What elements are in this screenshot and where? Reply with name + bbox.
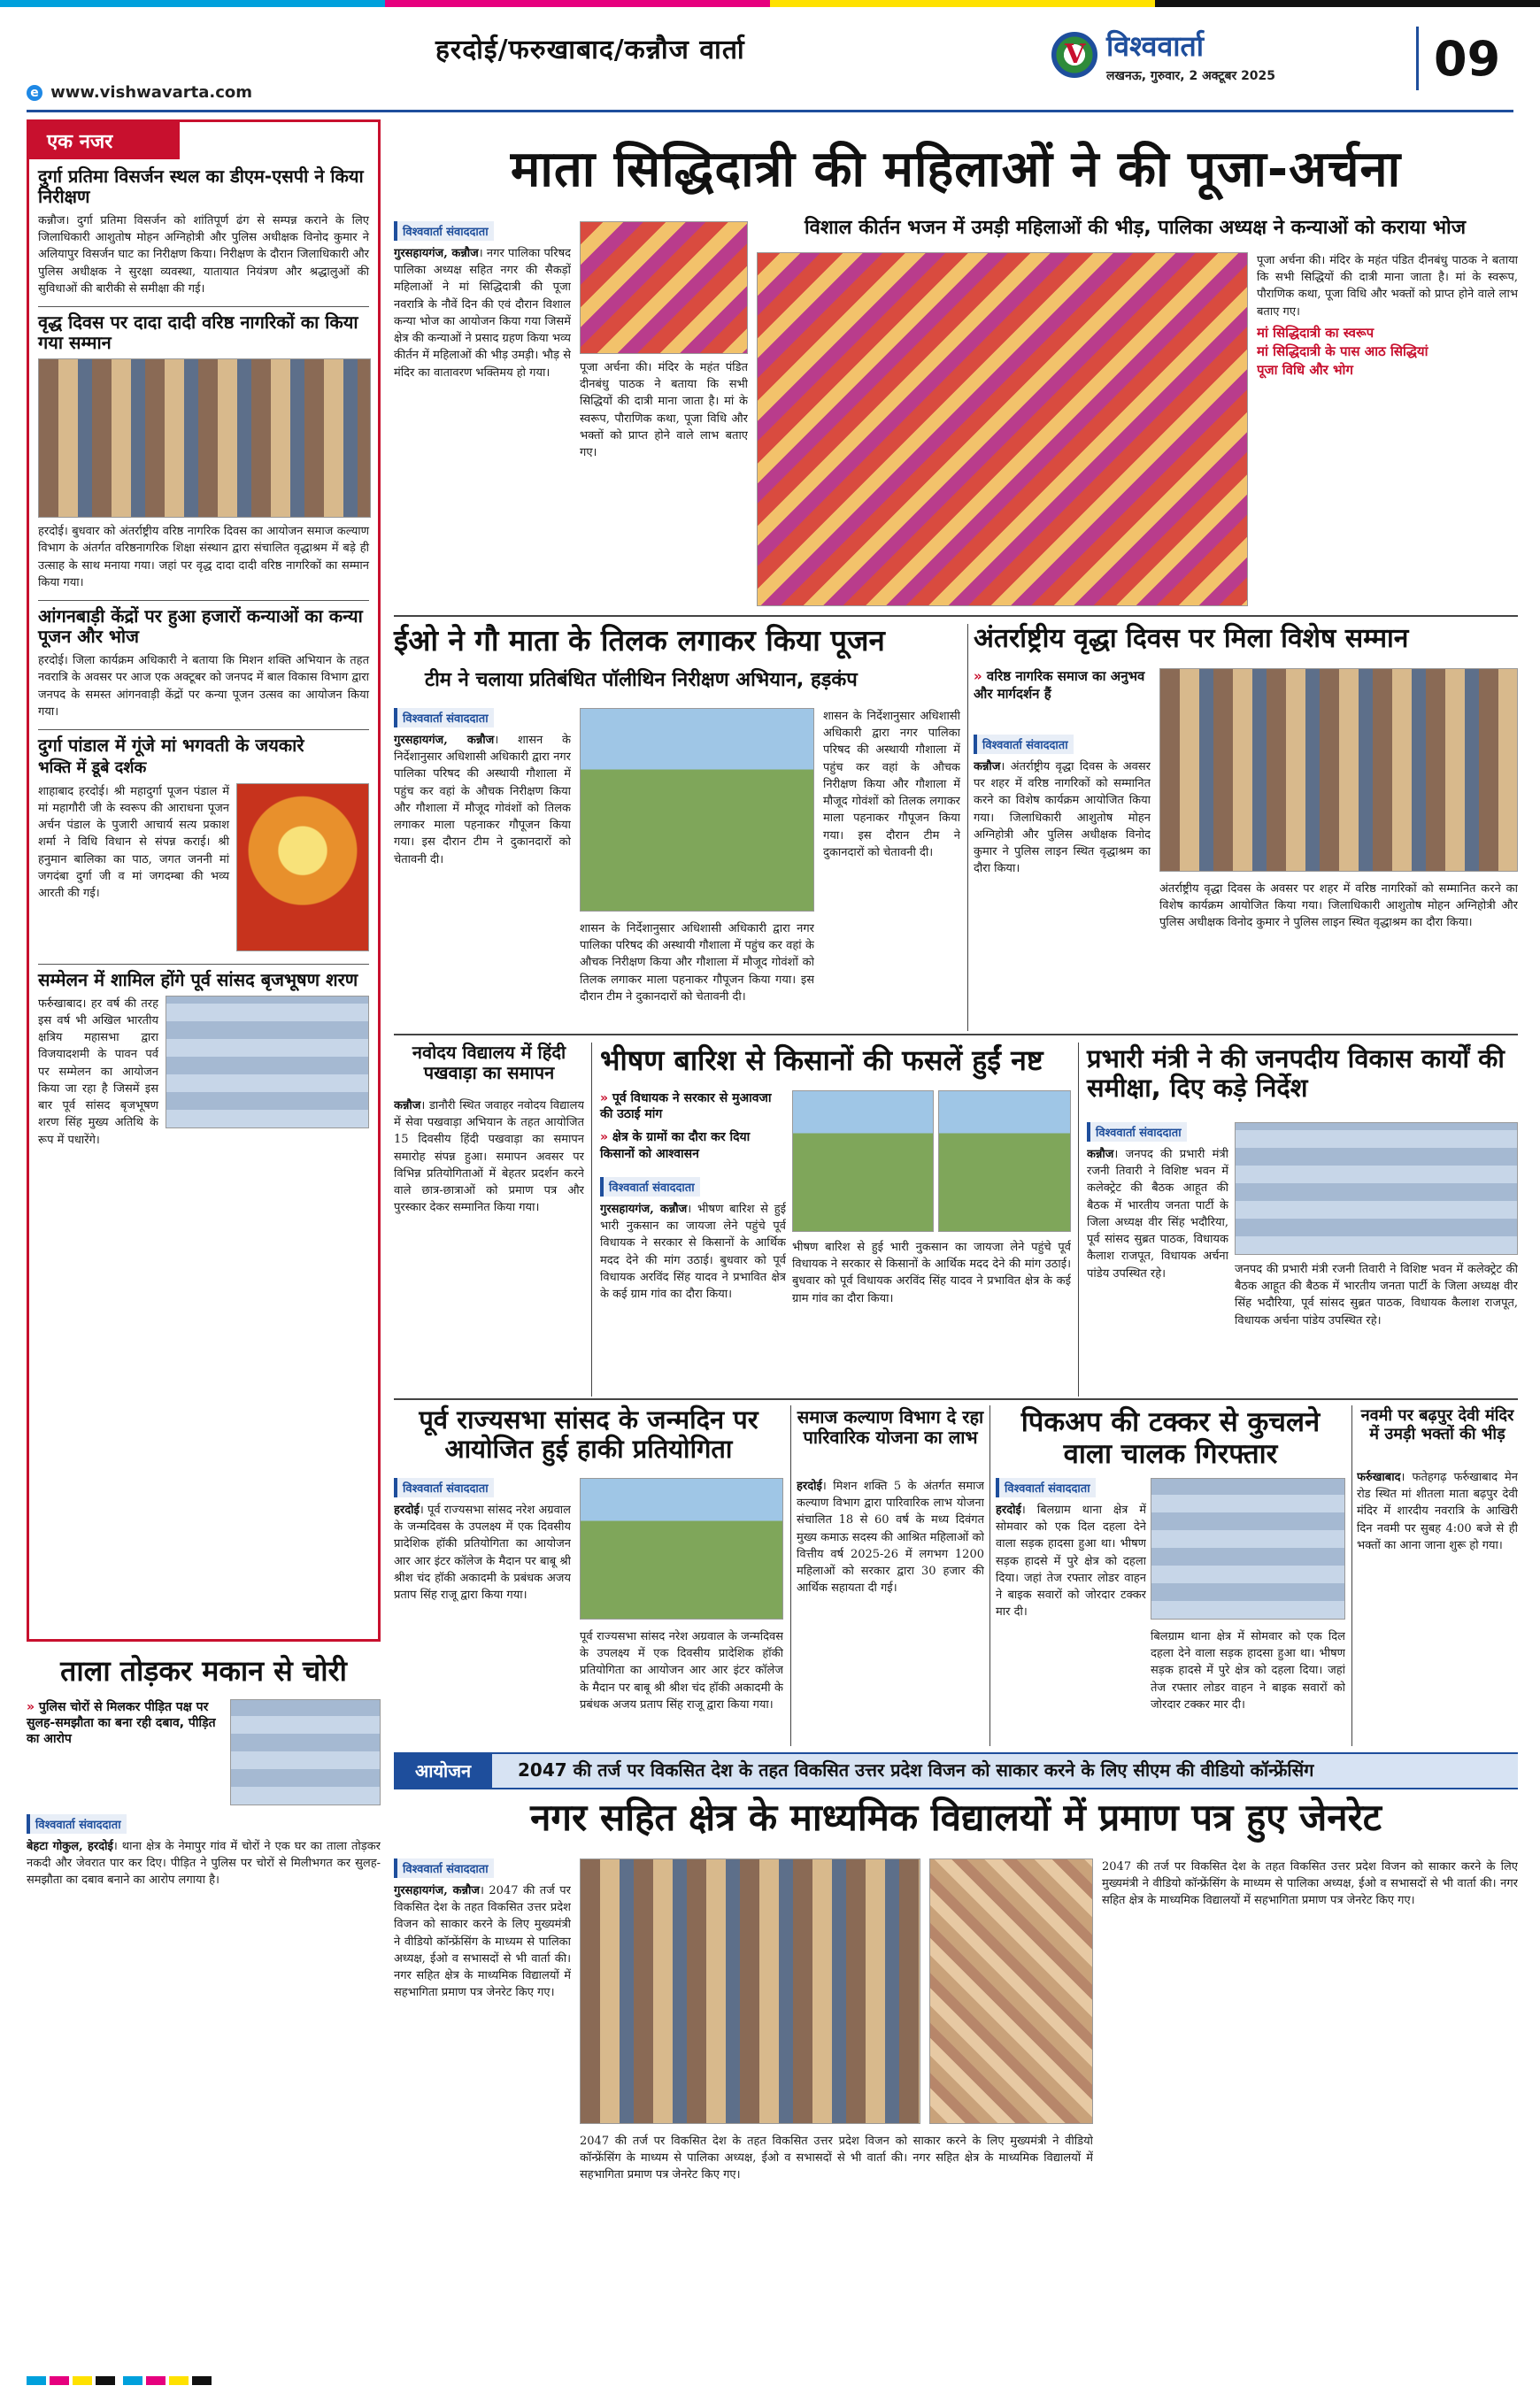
elderly-dateline: कन्नौज [974,760,1001,773]
pickup-body-text: बिलग्राम थाना क्षेत्र में सोमवार को एक दिल दहला देने वाला सड़क हादसा हुआ था। भीषण सड़क हादसे में पुरे क्षेत्र को दहला दिया। जहां तेज रफ्तार लोडर वाहन ने बाइक सवारों को जोरदार टक्कर मार दी। [996,1504,1146,1620]
elderly-day-photo [38,358,371,518]
rain-body: विश्ववार्ता संवाददाता गुरसहायगंज, कन्नौज। भीषण बारिश से हुई भारी नुकसान का जायजा लेने पहुंचे पूर्व विधायक ने सरकार से किसानों के आर्थिक मदद देने की मांग उठाई। बुधवार को पूर्व विधायक अरविंद सिंह यादव ने प्रभावित क्षेत्र के कई ग्राम गांव का दौरा किया। [600,1177,786,1389]
tilak-dateline: गुरसहायगंज, कन्नौज [394,734,495,747]
tilak-body-2: शासन के निर्देशानुसार अधिशासी अधिकारी द्वारा नगर पालिका परिषद की अस्थायी गौशाला में पहुंच कर वहां के औचक निरीक्षण किया और गौशाला में मौजूद गोवंशों को तिलक लगाकर माला पहनाकर गौपूजन किया गया। इस दौरान टीम ने दुकानदारों को चेतावनी दी। [823,710,960,859]
pickup-bureau: विश्ववार्ता संवाददाता [996,1478,1096,1497]
lead-headline: माता सिद्धिदात्री की महिलाओं ने की पूजा-अर्चना [510,141,1402,198]
navodaya-body-text: डानौरी स्थित जवाहर नवोदय विद्यालय में सेवा पखवाड़ा अभियान के तहत आयोजित 15 दिवसीय हिंदी पखवाड़ा का समापन समारोह संपन्न हुआ। समापन अवसर पर विभिन्न प्रतियोगिताओं में बेहतर प्रदर्शन करने वाले छात्र-छात्राओं को प्रमाण पत्र और पुरस्कार देकर सम्मानित किया गया। [394,1099,584,1215]
hockey-body: विश्ववार्ता संवाददाता हरदोई। पूर्व राज्यसभा सांसद नरेश अग्रवाल के जन्मदिवस के उपलक्ष्य में एक दिवसीय प्रादेशिक हॉकी प्रतियोगिता का आयोजन आर आर इंटर कॉलेज के मैदान पर बाबू श्री श्रीश चंद हॉकी अकादमी के प्रबंधक अजय प्रताप सिंह राजू द्वारा किया गया। [394,1478,571,1743]
banner-text: 2047 की तर्ज पर विकसित देश के तहत विकसित उत्तर प्रदेश विजन को साकार करने के लिए सीएम की वीडियो कॉन्फ्रेंसिंग [518,1759,1314,1781]
welfare-headline: समाज कल्याण विभाग दे रहा पारिवारिक योजना का लाभ [797,1406,984,1448]
top-color-bar [0,0,1540,7]
pickup-body: विश्ववार्ता संवाददाता हरदोई। बिलग्राम थाना क्षेत्र में सोमवार को एक दिल दहला देने वाला सड़क हादसा हुआ था। भीषण सड़क हादसे में पुरे क्षेत्र को दहला दिया। जहां तेज रफ्तार लोडर वाहन ने बाइक सवारों को जोरदार टक्कर मार दी। [996,1478,1146,1743]
sidebar-body-2: हरदोई। बुधवार को अंतर्राष्ट्रीय वरिष्ठ नागरिक दिवस का आयोजन समाज कल्याण विभाग के अंतर्गत वरिष्ठनागरिक शिक्षा संस्थान द्वारा संचालित वृद्धाश्रम में बड़े ही उत्साह के साथ मनाया गया। जहां पर वृद्ध दादा दादी वरिष्ठ नागरिकों का सम्मान किया गया। [38,525,369,589]
elderly-bureau: विश्ववार्ता संवाददाता [974,735,1074,754]
tilak-body-text: शासन के निर्देशानुसार अधिशासी अधिकारी द्वारा नगर पालिका परिषद की अस्थायी गौशाला में पहुंच कर वहां के औचक निरीक्षण किया और गौशाला में मौजूद गोवंशों को तिलक लगाकर माला पहनाकर गौपूजन किया गया। इस दौरान टीम ने दुकानदारों को चेतावनी दी। [394,734,571,866]
navodaya-headline: नवोदय विद्यालय में हिंदी पखवाड़ा का समापन [412,1042,566,1083]
sidebar-kicker: एक नजर [29,122,180,159]
sidebar-body-3: हरदोई। जिला कार्यक्रम अधिकारी ने बताया कि मिशन शक्ति अभियान के तहत नवरात्रि के अवसर पर आज एक अक्टूबर को जनपद में बाल विकास विभाग द्वारा जनपद के समस्त आंगनवाड़ी केंद्रों पर कन्या पूजन उत्सव का आयोजन किया गया। [38,654,369,719]
rain-body-text: भीषण बारिश से हुई भारी नुकसान का जायजा लेने पहुंचे पूर्व विधायक ने सरकार से किसानों के आर्थिक मदद देने की मांग उठाई। बुधवार को पूर्व विधायक अरविंद सिंह यादव ने प्रभावित क्षेत्र के कई ग्राम गांव का दौरा किया। [600,1203,786,1302]
minister-bureau: विश्ववार्ता संवाददाता [1087,1122,1187,1142]
sidebar-headline-5: सम्मेलन में शामिल होंगे पूर्व सांसद बृजभूषण शरण [38,968,358,990]
hockey-body-2: पूर्व राज्यसभा सांसद नरेश अग्रवाल के जन्मदिवस के उपलक्ष्य में एक दिवसीय प्रादेशिक हॉकी प्रतियोगिता का आयोजन आर आर इंटर कॉलेज के मैदान पर बाबू श्री श्रीश चंद हॉकी अकादमी के प्रबंधक अजय प्रताप सिंह राजू द्वारा किया गया। [580,1630,783,1712]
page-number: 09 [1434,31,1501,87]
theft-bureau: विश्ववार्ता संवाददाता [27,1814,127,1834]
hockey-body-text: पूर्व राज्यसभा सांसद नरेश अग्रवाल के जन्मदिवस के उपलक्ष्य में एक दिवसीय प्रादेशिक हॉकी प्रतियोगिता का आयोजन आर आर इंटर कॉलेज के मैदान पर बाबू श्री श्रीश चंद हॉकी अकादमी के प्रबंधक अजय प्रताप सिंह राजू द्वारा किया गया। [394,1504,571,1603]
elderly-body: विश्ववार्ता संवाददाता कन्नौज। अंतर्राष्ट्रीय वृद्धा दिवस के अवसर पर शहर में वरिष्ठ नागरिकों को सम्मानित करने का विशेष कार्यक्रम आयोजित किया गया। जिलाधिकारी आशुतोष मोहन अग्निहोत्री और पुलिस अधीक्षक विनोद कुमार ने पुलिस लाइन स्थित वृद्धाश्रम का दौरा किया। [974,735,1151,1027]
brand-name: विश्ववार्ता [1106,29,1205,63]
theft-dateline: बेहटा गोकुल, हरदोई [27,1840,113,1853]
col-rule-4 [790,1405,791,1746]
website-link[interactable]: www.vishwavarta.com [50,83,253,102]
sidebar-body-4: शाहाबाद हरदोई। श्री महादुर्गा पूजन पंडाल में मां महागौरी जी के स्वरूप की आराधना पूजन अर्चन पंडाल के पुजारी आचार्य सत्य प्रकाश शर्मा ने विधि विधान से संपन्न कराई। श्री हनुमान बालिका का पाठ, जगत जननी मां जगदंबा दुर्गा जी व मां जगदम्बा की भव्य आरती की गई। [38,784,229,901]
rain-photo-2 [938,1090,1071,1232]
welfare-body-text: मिशन शक्ति 5 के अंतर्गत समाज कल्याण विभाग द्वारा पारिवारिक लाभ योजना संचालित 18 से 60 वर्ष के मध्य दिवंगत मुख्य कमाऊ सदस्य की आश्रित महिलाओं को वित्तीय वर्ष 2025-26 में लगभग 1200 महिलाओं को सरकार द्वारा 30 हजार की आर्थिक सहायता दी गई। [797,1480,984,1596]
mid-rule [394,1398,1518,1400]
pickup-headline: पिकअप की टक्कर से कुचलने वाला चालक गिरफ्तार [1020,1406,1321,1470]
school-body: विश्ववार्ता संवाददाता गुरसहायगंज, कन्नौज। 2047 की तर्ज पर विकसित देश के तहत विकसित उत्तर प्रदेश विजन को साकार करने के लिए मुख्यमंत्री ने वीडियो कॉन्फ्रेंसिंग के माध्यम से पालिका अध्यक्ष, ईओ व सभासदों से भी वार्ता की। नगर सहित क्षेत्र के माध्यमिक विद्यालयों में सहभागिता प्रमाण पत्र जेनरेट किए गए। [394,1858,571,2354]
tilak-photo-cow [580,708,814,912]
print-color-bar [27,2372,1513,2384]
section-title: हरदोई/फरुखाबाद/कन्नौज वार्ता [435,35,745,65]
minister-photo [1235,1122,1518,1255]
tilak-body: विश्ववार्ता संवाददाता गुरसहायगंज, कन्नौज। शासन के निर्देशानुसार अधिशासी अधिकारी द्वारा नगर पालिका परिषद की अस्थायी गौशाला में पहुंच कर वहां के औचक निरीक्षण किया और गौशाला में मौजूद गोवंशों को तिलक लगाकर माला पहनाकर गौपूजन किया गया। इस दौरान टीम ने दुकानदारों को चेतावनी दी। [394,708,571,1027]
banner-tag: आयोजन [394,1754,492,1788]
school-bureau: विश्ववार्ता संवाददाता [394,1858,494,1878]
navodaya-dateline: कन्नौज [394,1099,421,1112]
brand-logo [1051,32,1097,78]
elderly-headline: अंतर्राष्ट्रीय वृद्धा दिवस पर मिला विशेष सम्मान [974,623,1409,654]
lead-photo-women-worship [757,252,1248,606]
rain-body-2: भीषण बारिश से हुई भारी नुकसान का जायजा लेने पहुंचे पूर्व विधायक ने सरकार से किसानों के आर्थिक मदद देने की मांग उठाई। बुधवार को पूर्व विधायक अरविंद सिंह यादव ने प्रभावित क्षेत्र के कई ग्राम गांव का दौरा किया। [792,1241,1071,1305]
sidebar [27,119,381,1642]
lead-side-heading-1: मां सिद्धिदात्री का स्वरूप [1257,324,1374,341]
browser-icon: e [27,85,42,101]
rain-bullets [600,1090,786,1162]
navodaya-body: कन्नौज। डानौरी स्थित जवाहर नवोदय विद्यालय में सेवा पखवाड़ा अभियान के तहत आयोजित 15 दिवसीय हिंदी पखवाड़ा का समापन समारोह संपन्न हुआ। समापन अवसर पर विभिन्न प्रतियोगिताओं में बेहतर प्रदर्शन करने वाले छात्र-छात्राओं को प्रमाण पत्र और पुरस्कार देकर सम्मानित किया गया। [394,1099,584,1215]
lead-rule [394,615,1518,617]
hockey-headline: पूर्व राज्यसभा सांसद के जन्मदिन पर आयोजित हुई हाकी प्रतियोगिता [419,1404,758,1465]
sidebar-headline-3: आंगनबाड़ी केंद्रों पर हुआ हजारों कन्याओं का कन्या पूजन और भोज [38,605,363,648]
school-body-2: 2047 की तर्ज पर विकसित देश के तहत विकसित उत्तर प्रदेश विजन को साकार करने के लिए मुख्यमंत्री ने वीडियो कॉन्फ्रेंसिंग के माध्यम से पालिका अध्यक्ष, ईओ व सभासदों से भी वार्ता की। नगर सहित क्षेत्र के माध्यमिक विद्यालयों में सहभागिता प्रमाण पत्र जेनरेट किए गए। [580,2135,1093,2182]
tilak-subhead: टीम ने चलाया प्रतिबंधित पॉलीथिन निरीक्षण अभियान, हड़कंप [425,669,858,691]
minister-body-2: जनपद की प्रभारी मंत्री रजनी तिवारी ने विशिष्ट भवन में कलेक्ट्रेट की बैठक आहूत की बैठक में भारतीय जनता पार्टी के जिला अध्यक्ष वीर सिंह भदौरिया, पूर्व सांसद सुब्रत पाठक, विधायक कैलाश राजपूत, विधायक अर्चना पांडेय उपस्थित रहे। [1235,1263,1518,1327]
lead-subhead: विशाल कीर्तन भजन में उमड़ी महिलाओं की भीड़, पालिका अध्यक्ष ने कन्याओं को कराया भोज [804,217,1467,239]
pickup-dateline: हरदोई [996,1504,1021,1517]
tilak-headline: ईओ ने गौ माता के तिलक लगाकर किया पूजन [394,623,885,658]
col-rule-3 [1078,1043,1079,1397]
school-headline: नगर सहित क्षेत्र के माध्यमिक विद्यालयों में प्रमाण पत्र हुए जेनरेट [530,1796,1382,1839]
worship-photo-small [580,221,748,354]
minister-headline: प्रभारी मंत्री ने की जनपदीय विकास कार्यों की समीक्षा, दिए कड़े निर्देश [1087,1043,1505,1104]
elderly-body-text: अंतर्राष्ट्रीय वृद्धा दिवस के अवसर पर शहर में वरिष्ठ नागरिकों को सम्मानित करने का विशेष कार्यक्रम आयोजित किया गया। जिलाधिकारी आशुतोष मोहन अग्निहोत्री और पुलिस अधीक्षक विनोद कुमार ने पुलिस लाइन स्थित वृद्धाश्रम का दौरा किया। [974,760,1151,876]
pickup-photo-accused [1151,1478,1345,1620]
lead-side-body: पूजा अर्चना की। मंदिर के महंत पंडित दीनबंधु पाठक ने बताया कि सभी सिद्धियों की दात्री माना जाता है। मां के स्वरूप, पौराणिक कथा, पूजा विधि और भक्तों को प्राप्त होने वाले लाभ बताए गए। [1257,254,1518,319]
pickup-body-2: बिलग्राम थाना क्षेत्र में सोमवार को एक दिल दहला देने वाला सड़क हादसा हुआ था। भीषण सड़क हादसे में पुरे क्षेत्र को दहला दिया। जहां तेज रफ्तार लोडर वाहन ने बाइक सवारों को जोरदार टक्कर मार दी। [1151,1630,1345,1712]
rain-headline: भीषण बारिश से किसानों की फसलें हुईं नष्ट [600,1043,1043,1077]
hockey-bureau: विश्ववार्ता संवाददाता [394,1478,494,1497]
theft-photo [230,1699,381,1805]
goddess-photo [236,783,369,951]
rain-bureau: विश्ववार्ता संवाददाता [600,1177,700,1197]
school-photo-conference [580,1858,920,2124]
masthead-divider [1416,27,1419,90]
welfare-body: हरदोई। मिशन शक्ति 5 के अंतर्गत समाज कल्याण विभाग द्वारा पारिवारिक लाभ योजना संचालित 18 से 60 वर्ष के मध्य दिवंगत मुख्य कमाऊ सदस्य की आश्रित महिलाओं को वित्तीय वर्ष 2025-26 में लगभग 1200 महिलाओं को सरकार द्वारा 30 हजार की आर्थिक सहायता दी गई। [797,1480,984,1596]
sidebar-headline-2: वृद्ध दिवस पर दादा दादी वरिष्ठ नागरिकों का किया गया सम्मान [38,312,358,354]
brijbhushan-photo [166,996,369,1128]
navmi-dateline: फर्रुखाबाद [1357,1471,1401,1484]
tilak-rule [394,1034,1518,1035]
sidebar-headline-1: दुर्गा प्रतिमा विसर्जन स्थल का डीएम-एसपी ने किया निरीक्षण [38,165,364,207]
hockey-dateline: हरदोई [394,1504,420,1517]
masthead-rule [27,110,1513,112]
sidebar-subhead-4: भक्ति में डूबे दर्शक [38,758,147,778]
theft-headline: ताला तोड़कर मकान से चोरी [60,1654,347,1688]
lead-body-column: विश्ववार्ता संवाददाता गुरसहायगंज, कन्नौज। नगर पालिका परिषद पालिका अध्यक्ष सहित नगर की सैकड़ों महिलाओं ने मां सिद्धिदात्री की पूजा नवरात्रि के नौवें दिन की एवं दौरान विशाल कन्या भोज का आयोजन किया गया जिसमें क्षेत्र की कन्याओं ने प्रसाद ग्रहण किया भव्य कीर्तन में महिलाओं की भीड़ उमड़ी। भौड़ से मंदिर का वातावरण भक्तिमय हो गया। [394,221,571,611]
elderly-photo [1159,668,1518,872]
col-rule-5 [989,1405,990,1746]
navmi-body-text: फतेहगढ़ फर्रुखाबाद मेन रोड स्थित मां शीतला माता बढ़पुर देवी मंदिर में शारदीय नवरात्रि के आखिरी दिन नवमी पर सुबह 4:00 बजे से ही भक्तों का आना जाना शुरू हो गया। [1357,1471,1518,1552]
lead-body-2: पूजा अर्चना की। मंदिर के महंत पंडित दीनबंधु पाठक ने बताया कि सभी सिद्धियों की दात्री माना जाता है। मां के स्वरूप, पौराणिक कथा, पूजा विधि और भक्तों को प्राप्त होने वाले लाभ बताए गए। [580,361,748,460]
welfare-dateline: हरदोई [797,1480,822,1493]
minister-body-text: जनपद की प्रभारी मंत्री रजनी तिवारी ने विशिष्ट भवन में कलेक्ट्रेट की बैठक आहूत की बैठक में भारतीय जनता पार्टी के जिला अध्यक्ष वीर सिंह भदौरिया, पूर्व सांसद सुब्रत पाठक, विधायक कैलाश राजपूत, विधायक अर्चना पांडेय उपस्थित रहे। [1087,1148,1228,1281]
theft-body: विश्ववार्ता संवाददाता बेहटा गोकुल, हरदोई। थाना क्षेत्र के नेमापुर गांव में चोरों ने एक घर का ताला तोड़कर नकदी और जेवरात पार कर दिए। पीड़ित ने पुलिस पर चोरों से मिलीभगत कर सुलह-समझौता का दबाव बनाने का आरोप लगाया है। [27,1814,381,2345]
tilak-bureau: विश्ववार्ता संवाददाता [394,708,494,727]
lead-side-heading-3: पूजा विधि और भोग [1257,362,1353,379]
lead-side-column [1257,252,1518,606]
school-body-text: 2047 की तर्ज पर विकसित देश के तहत विकसित उत्तर प्रदेश विजन को साकार करने के लिए मुख्यमंत्री ने वीडियो कॉन्फ्रेंसिंग के माध्यम से पालिका अध्यक्ष, ईओ व सभासदों से भी वार्ता की। नगर सहित क्षेत्र के माध्यमिक विद्यालयों में सहभागिता प्रमाण पत्र जेनरेट किए गए। [394,1884,571,2000]
hockey-photo [580,1478,783,1620]
col-rule-1 [967,624,968,1031]
theft-body-text: थाना क्षेत्र के नेमापुर गांव में चोरों ने एक घर का ताला तोड़कर नकदी और जेवरात पार कर दिए। पीड़ित ने पुलिस पर चोरों से मिलीभगत कर सुलह-समझौता का दबाव बनाने का आरोप लगाया है। [27,1840,381,1888]
school-body-3: 2047 की तर्ज पर विकसित देश के तहत विकसित उत्तर प्रदेश विजन को साकार करने के लिए मुख्यमंत्री ने वीडियो कॉन्फ्रेंसिंग के माध्यम से पालिका अध्यक्ष, ईओ व सभासदों से भी वार्ता की। नगर सहित क्षेत्र के माध्यमिक विद्यालयों में सहभागिता प्रमाण पत्र जेनरेट किए गए। [1102,1860,1518,1908]
rain-bullet-1: » पूर्व विधायक ने सरकार से मुआवजा की उठाई मांग [600,1090,786,1122]
tilak-body-3: शासन के निर्देशानुसार अधिशासी अधिकारी द्वारा नगर पालिका परिषद की अस्थायी गौशाला में पहुंच कर वहां के औचक निरीक्षण किया और गौशाला में मौजूद गोवंशों को तिलक लगाकर माला पहनाकर गौपूजन किया गया। इस दौरान टीम ने दुकानदारों को चेतावनी दी। [580,922,814,1004]
lead-body-column-2 [580,221,748,611]
theft-bullet: » पुलिस चोरों से मिलकर पीड़ित पक्ष पर सुलह-समझौता का बना रही दबाव, पीड़ित का आरोप [27,1699,221,1748]
conference-banner [394,1752,1518,1789]
brand-logo-v-icon: V [1065,39,1086,70]
minister-body: विश्ववार्ता संवाददाता कन्नौज। जनपद की प्रभारी मंत्री रजनी तिवारी ने विशिष्ट भवन में कलेक्ट्रेट की बैठक आहूत की बैठक में भारतीय जनता पार्टी के जिला अध्यक्ष वीर सिंह भदौरिया, पूर्व सांसद सुब्रत पाठक, विधायक कैलाश राजपूत, विधायक अर्चना पांडेय उपस्थित रहे। [1087,1122,1228,1388]
rain-bullet-2: » क्षेत्र के ग्रामों का दौरा कर दिया किसानों को आश्वासन [600,1129,786,1161]
school-dateline: गुरसहायगंज, कन्नौज [394,1884,480,1897]
lead-bureau: विश्ववार्ता संवाददाता [394,221,494,241]
sidebar-headline-4: दुर्गा पांडाल में गूंजे मां भगवती के जयकारे [38,735,304,757]
col-rule-6 [1351,1405,1352,1746]
minister-dateline: कन्नौज [1087,1148,1114,1161]
col-rule-2 [591,1043,592,1397]
lead-body: नगर पालिका परिषद पालिका अध्यक्ष सहित नगर की सैकड़ों महिलाओं ने मां सिद्धिदात्री की पूजा नवरात्रि के नौवें दिन की एवं दौरान विशाल कन्या भोज का आयोजन किया गया जिसमें क्षेत्र की कन्याओं ने प्रसाद ग्रहण किया भव्य कीर्तन में महिलाओं की भीड़ उमड़ी। भौड़ से मंदिर का वातावरण भक्तिमय हो गया। [394,247,571,380]
rain-dateline: गुरसहायगंज, कन्नौज [600,1203,688,1216]
elderly-bullet: » वरिष्ठ नागरिक समाज का अनुभव और मार्गदर्शन हैं [974,668,1151,703]
website-row [27,83,252,102]
lead-side-heading-2: मां सिद्धिदात्री के पास आठ सिद्धियां [1257,343,1428,360]
school-photo-students [929,1858,1093,2124]
elderly-body-2: अंतर्राष्ट्रीय वृद्धा दिवस के अवसर पर शहर में वरिष्ठ नागरिकों को सम्मानित करने का विशेष कार्यक्रम आयोजित किया गया। जिलाधिकारी आशुतोष मोहन अग्निहोत्री और पुलिस अधीक्षक विनोद कुमार ने पुलिस लाइन स्थित वृद्धाश्रम का दौरा किया। [1159,882,1518,930]
sidebar-body-1: कन्नौज। दुर्गा प्रतिमा विसर्जन को शांतिपूर्ण ढंग से सम्पन्न कराने के लिए जिलाधिकारी आशुतोष मोहन अग्निहोत्री और पुलिस अधीक्षक विनोद कुमार ने अलियापुर विसर्जन घाट का निरीक्षण किया। निरीक्षण के दौरान जिलाधिकारी और पुलिस अधीक्षक ने सुरक्षा व्यवस्था, यातायात नियंत्रण और श्रद्धालुओं की सुविधाओं की बारीकी से समीक्षा की गई। [38,214,369,296]
sidebar-body-5: फर्रुखाबाद। हर वर्ष की तरह इस वर्ष भी अखिल भारतीय क्षत्रिय महासभा द्वारा विजयादशमी के पावन पर्व पर सम्मेलन का आयोजन किया जा रहा है जिसमें इस बार पूर्व सांसद बृजभूषण शरण सिंह मुख्य अतिथि के रूप में पधारेंगे। [38,997,158,1147]
lead-dateline: गुरसहायगंज, कन्नौज [394,247,479,260]
page-dateline: लखनऊ, गुरुवार, 2 अक्टूबर 2025 [1106,69,1276,83]
navmi-headline: नवमी पर बढ़पुर देवी मंदिर में उमड़ी भक्तों की भीड़ [1360,1406,1514,1443]
rain-photo-1 [792,1090,934,1232]
navmi-body: फर्रुखाबाद। फतेहगढ़ फर्रुखाबाद मेन रोड स्थित मां शीतला माता बढ़पुर देवी मंदिर में शारदीय नवरात्रि के आखिरी दिन नवमी पर सुबह 4:00 बजे से ही भक्तों का आना जाना शुरू हो गया। [1357,1471,1518,1552]
